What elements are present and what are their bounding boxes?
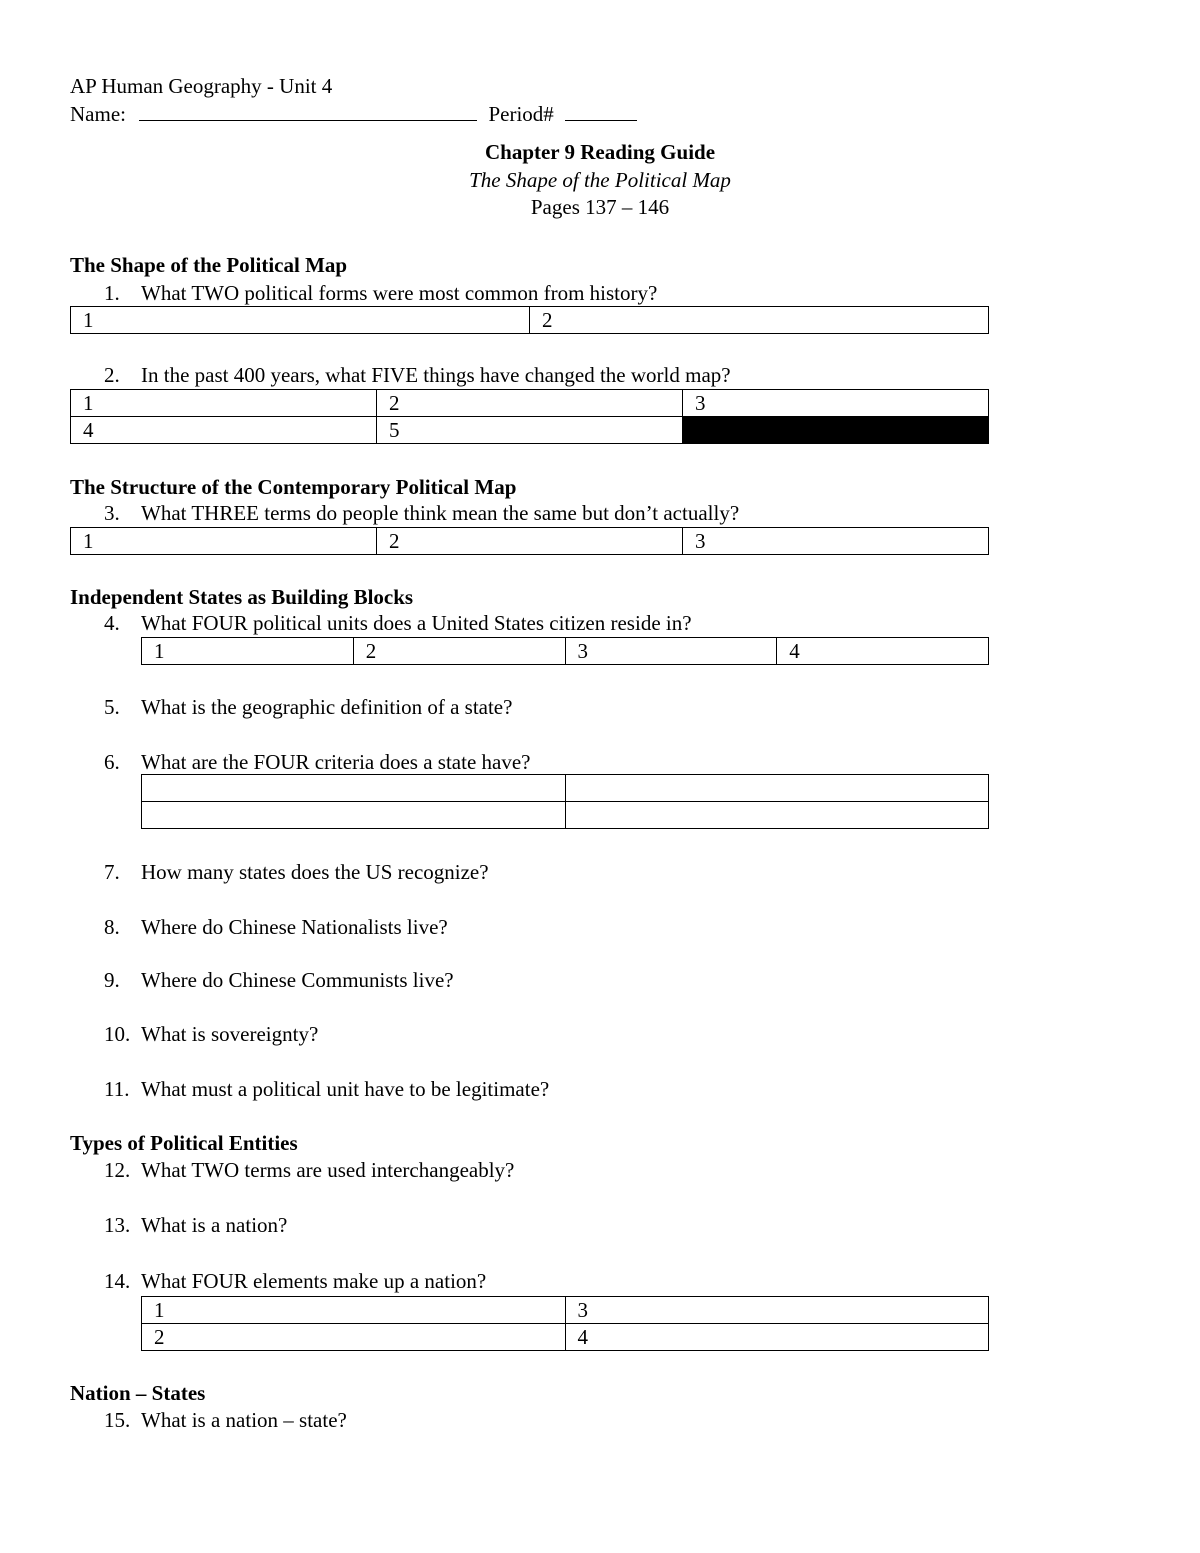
answer-cell[interactable]: 2	[142, 1324, 566, 1351]
period-field[interactable]	[565, 100, 637, 121]
answer-table-q4	[141, 637, 989, 665]
section-heading: Independent States as Building Blocks	[70, 585, 414, 609]
question-9	[104, 967, 454, 994]
question-13	[104, 1212, 287, 1239]
answer-cell[interactable]: 3	[683, 390, 989, 417]
question-number: 1.	[104, 281, 120, 305]
answer-cell[interactable]: 5	[377, 417, 683, 444]
question-text: What FOUR elements make up a nation?	[141, 1269, 487, 1293]
question-number: 11.	[104, 1077, 130, 1101]
question-text: What THREE terms do people think mean the same but don’t actually?	[141, 501, 740, 525]
page-title: Chapter 9 Reading Guide	[484, 140, 716, 164]
question-number: 2.	[104, 363, 120, 387]
answer-cell[interactable]: 2	[353, 638, 565, 665]
question-number: 9.	[104, 968, 120, 992]
answer-cell[interactable]: 2	[530, 307, 989, 334]
answer-table-q6	[141, 774, 989, 829]
answer-table-q14	[141, 1296, 989, 1351]
question-4	[104, 610, 692, 637]
question-number: 14.	[104, 1269, 131, 1293]
question-11	[104, 1076, 549, 1103]
question-number: 15.	[104, 1408, 131, 1432]
question-text: Where do Chinese Communists live?	[141, 968, 454, 992]
question-number: 8.	[104, 915, 120, 939]
course-title: AP Human Geography - Unit 4	[70, 74, 333, 98]
question-10	[104, 1021, 318, 1048]
answer-table-q1	[70, 306, 989, 334]
answer-cell[interactable]: 1	[142, 638, 354, 665]
question-number: 6.	[104, 750, 120, 774]
answer-cell[interactable]: 1	[71, 390, 377, 417]
page-range: Pages 137 – 146	[530, 195, 670, 219]
name-field[interactable]	[139, 100, 477, 121]
question-text: How many states does the US recognize?	[141, 860, 489, 884]
answer-cell[interactable]: 4	[71, 417, 377, 444]
answer-cell[interactable]: 1	[142, 1297, 566, 1324]
section-heading: Nation – States	[70, 1381, 206, 1405]
page-subtitle: The Shape of the Political Map	[469, 168, 731, 192]
question-6	[104, 749, 531, 776]
section-heading: The Structure of the Contemporary Political Map	[70, 475, 517, 499]
question-text: What is the geographic definition of a state?	[141, 695, 513, 719]
period-label: Period#	[488, 102, 554, 126]
question-number: 3.	[104, 501, 120, 525]
answer-cell[interactable]	[142, 802, 566, 829]
question-2	[104, 362, 731, 389]
question-text: What TWO political forms were most common from history?	[141, 281, 658, 305]
question-number: 7.	[104, 860, 120, 884]
answer-table-q3	[70, 527, 989, 555]
question-7	[104, 859, 489, 886]
question-text: What are the FOUR criteria does a state have?	[141, 750, 531, 774]
answer-cell[interactable]: 3	[565, 638, 777, 665]
section-heading: The Shape of the Political Map	[70, 253, 348, 277]
question-text: What is a nation – state?	[141, 1408, 347, 1432]
question-text: In the past 400 years, what FIVE things have changed the world map?	[141, 363, 731, 387]
answer-cell[interactable]: 1	[71, 307, 530, 334]
answer-cell[interactable]: 2	[377, 528, 683, 555]
question-1	[104, 280, 657, 307]
question-number: 12.	[104, 1158, 131, 1182]
answer-cell[interactable]: 4	[777, 638, 989, 665]
answer-table-q2	[70, 389, 989, 444]
name-period-line	[70, 100, 637, 128]
question-number: 5.	[104, 695, 120, 719]
question-text: Where do Chinese Nationalists live?	[141, 915, 448, 939]
answer-cell[interactable]	[565, 775, 989, 802]
section-heading: Types of Political Entities	[70, 1131, 298, 1155]
question-3	[104, 500, 739, 527]
answer-cell[interactable]: 3	[565, 1297, 989, 1324]
question-number: 13.	[104, 1213, 131, 1237]
answer-cell[interactable]: 1	[71, 528, 377, 555]
question-12	[104, 1157, 514, 1184]
question-text: What is sovereignty?	[141, 1022, 319, 1046]
answer-cell[interactable]	[142, 775, 566, 802]
question-15	[104, 1407, 347, 1434]
question-5	[104, 694, 512, 721]
answer-cell[interactable]: 3	[683, 528, 989, 555]
question-number: 4.	[104, 611, 120, 635]
question-8	[104, 914, 448, 941]
answer-cell[interactable]	[565, 802, 989, 829]
question-text: What TWO terms are used interchangeably?	[141, 1158, 515, 1182]
question-text: What is a nation?	[141, 1213, 288, 1237]
answer-cell[interactable]: 4	[565, 1324, 989, 1351]
name-label: Name:	[70, 102, 126, 126]
question-number: 10.	[104, 1022, 131, 1046]
question-text: What must a political unit have to be legitimate?	[141, 1077, 550, 1101]
question-text: What FOUR political units does a United States citizen reside in?	[141, 611, 692, 635]
question-14	[104, 1268, 486, 1295]
answer-cell[interactable]: 2	[377, 390, 683, 417]
shaded-cell	[683, 417, 989, 444]
